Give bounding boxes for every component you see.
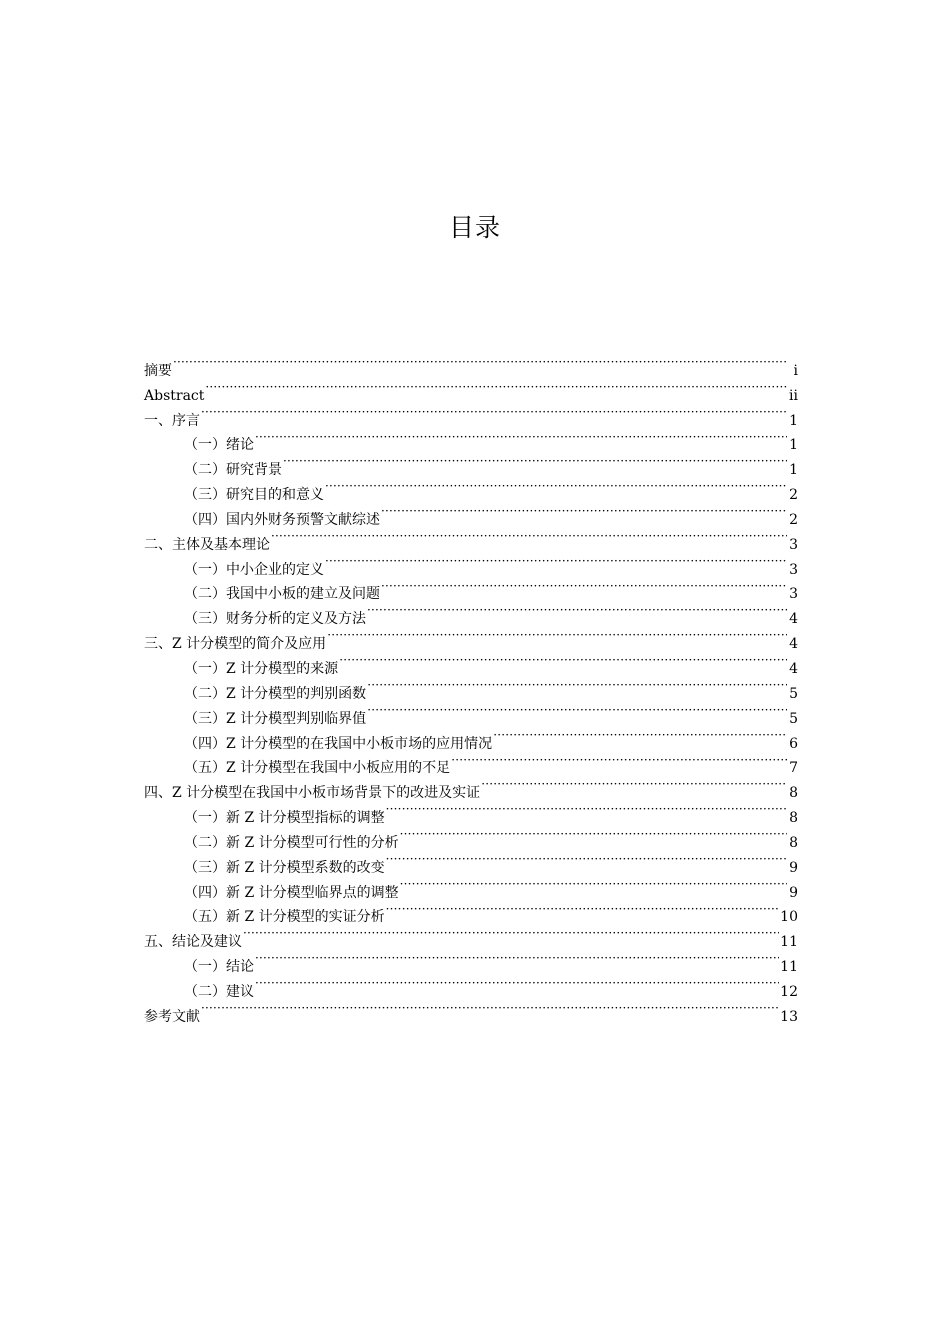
toc-entry-page-number: 9 [789,884,798,901]
toc-leader-dots [386,797,787,822]
toc-entry[interactable] [144,996,798,1025]
toc-leader-dots [327,623,787,648]
toc-entry-page-number: 3 [789,561,798,578]
toc-entry-title: （四）Z 计分模型的在我国中小板市场的应用情况 [184,735,493,752]
toc-entry-page-number: 10 [780,909,798,926]
toc-entry-page-number: 1 [789,462,798,479]
toc-entry-page-number: 11 [780,959,798,976]
toc-entry-page-number: 6 [789,735,798,752]
toc-entry-page-number: 11 [780,934,798,951]
toc-leader-dots [400,822,787,847]
toc-entry-page-number: ii [789,387,798,404]
toc-leader-dots [243,921,779,946]
toc-leader-dots [201,996,779,1021]
toc-entry-title: （一）中小企业的定义 [184,561,324,578]
toc-leader-dots [367,698,787,723]
toc-leader-dots [386,897,780,922]
toc-entry[interactable] [144,921,798,951]
toc-entry-title: （三）新 Z 计分模型系数的改变 [184,859,385,876]
toc-entry-title: 四、Z 计分模型在我国中小板市场背景下的改进及实证 [144,785,481,802]
toc-leader-dots [255,971,779,996]
toc-entry-title: （五）Z 计分模型在我国中小板应用的不足 [184,760,451,777]
toc-entry-title: （二）我国中小板的建立及问题 [184,586,380,603]
toc-entry-title: Abstract [144,387,205,404]
toc-leader-dots [283,449,787,474]
toc-entry-title: 三、Z 计分模型的简介及应用 [144,636,327,653]
toc-entry-page-number: 2 [789,487,798,504]
toc-entry[interactable] [144,425,798,454]
toc-leader-dots [493,723,787,748]
toc-entry-title: （一）结论 [184,959,254,976]
toc-entry[interactable] [144,375,798,404]
toc-entry-title: （五）新 Z 计分模型的实证分析 [184,909,385,926]
toc-leader-dots [325,474,787,499]
toc-leader-dots [339,648,787,673]
toc-entry-page-number: 8 [789,810,798,827]
toc-entry[interactable] [144,350,798,379]
toc-entry-page-number: 1 [789,437,798,454]
toc-entry-page-number: 8 [789,785,798,802]
toc-leader-dots [381,499,787,524]
toc-entry-title: （一）绪论 [184,437,254,454]
toc-entry-title: （四）新 Z 计分模型临界点的调整 [184,884,399,901]
toc-entry-page-number: i [793,362,798,379]
toc-entry-title: 一、序言 [144,412,200,429]
toc-entry-page-number: 1 [789,412,798,429]
toc-entry-title: （二）建议 [184,983,254,1000]
toc-entry-page-number: 2 [789,511,798,528]
toc-entry-page-number: 3 [789,586,798,603]
toc-entry-title: （一）新 Z 计分模型指标的调整 [184,810,385,827]
toc-leader-dots [325,549,787,574]
toc-entry-page-number: 9 [789,859,798,876]
toc-entry-title: （一）Z 计分模型的来源 [184,660,339,677]
toc-entry[interactable] [144,400,798,429]
toc-entry-page-number: 4 [789,636,798,653]
toc-entry-title: （二）新 Z 计分模型可行性的分析 [184,834,399,851]
toc-entry-page-number: 4 [789,611,798,628]
toc-entry-title: 摘要 [144,362,172,379]
toc-entry-title: 二、主体及基本理论 [144,536,270,553]
toc-entry-page-number: 12 [780,983,798,1000]
toc-entry-title: 参考文献 [144,1008,200,1025]
toc-leader-dots [481,772,787,797]
toc-leader-dots [205,375,787,400]
toc-leader-dots [173,350,787,375]
toc-leader-dots [451,748,787,773]
toc-leader-dots [400,872,787,897]
toc-entry-page-number: 4 [789,660,798,677]
toc-entry-title: 五、结论及建议 [144,934,242,951]
toc-entry-title: （三）Z 计分模型判别临界值 [184,710,367,727]
toc-entry-title: （三）财务分析的定义及方法 [184,611,366,628]
toc-leader-dots [271,524,787,549]
toc-leader-dots [386,847,787,872]
toc-leader-dots [367,673,787,698]
toc-entry-page-number: 5 [789,685,798,702]
toc-entry-title: （三）研究目的和意义 [184,487,324,504]
toc-leader-dots [255,425,787,450]
toc-entry-title: （二）研究背景 [184,462,282,479]
toc-leader-dots [381,574,787,599]
toc-leader-dots [201,400,787,425]
toc-entry-page-number: 3 [789,536,798,553]
toc-entry[interactable] [144,946,798,976]
toc-entry-title: （四）国内外财务预警文献综述 [184,511,380,528]
toc-leader-dots [255,946,779,971]
toc-entry-page-number: 5 [789,710,798,727]
toc-entry-page-number: 13 [780,1008,798,1025]
page-title: 目录 [448,213,501,242]
toc-entry-title: （二）Z 计分模型的判别函数 [184,685,367,702]
toc-entry-page-number: 8 [789,834,798,851]
toc-entry-page-number: 7 [789,760,798,777]
table-of-contents [144,350,798,1025]
toc-leader-dots [367,598,787,623]
